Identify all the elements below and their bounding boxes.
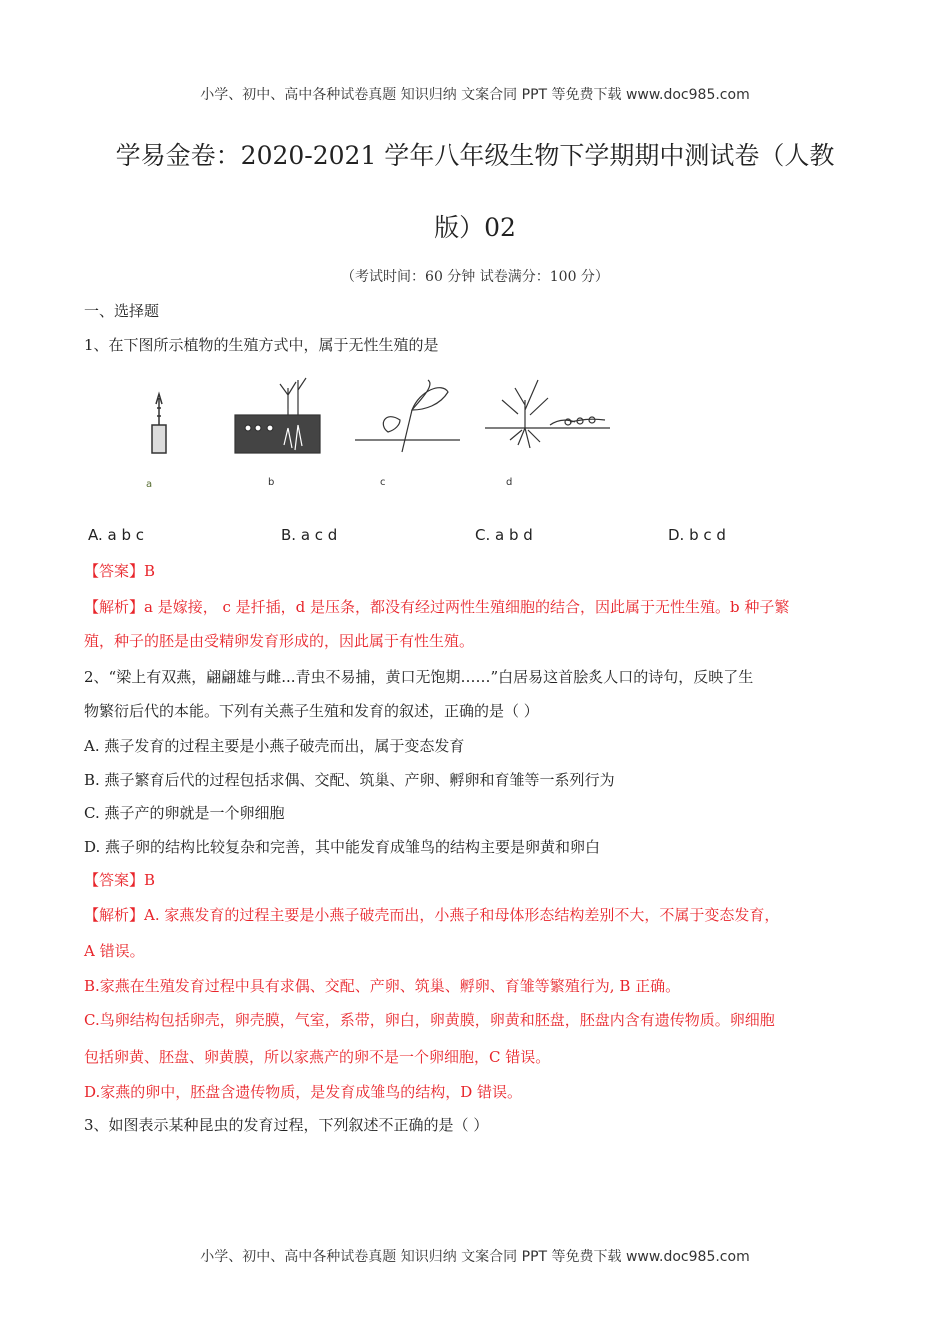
page-title-line2: 版）02 xyxy=(434,213,516,242)
q1-answer: 【答案】B xyxy=(84,562,156,580)
q2-answer: 【答案】B xyxy=(84,871,156,889)
q2-analysis-line1 xyxy=(84,904,779,925)
section-heading: 一、选择题 xyxy=(84,302,160,320)
q2-option-d: D. 燕子卵的结构比较复杂和完善，其中能发育成雏鸟的结构主要是卵黄和卵白 xyxy=(84,838,601,856)
exam-meta: （考试时间：60 分钟 试卷满分：100 分） xyxy=(341,269,609,285)
header-banner: 小学、初中、高中各种试卷真题 知识归纳 文案合同 PPT 等免费下载 www.doc985.com xyxy=(200,87,750,103)
q2-analysis-line3: B.家燕在生殖发育过程中具有求偶、交配、产卵、筑巢、孵卵、育雏等繁殖行为, B 正确。 xyxy=(84,977,681,995)
q2-analysis-line5: 包括卵黄、胚盘、卵黄膜，所以家燕产的卵不是一个卵细胞，C 错误。 xyxy=(84,1048,551,1066)
figure-label-b: b xyxy=(268,477,275,488)
figure-d-layering xyxy=(485,380,610,448)
figure-b-seed xyxy=(235,378,320,453)
q2-analysis-line6: D.家燕的卵中，胚盘含遗传物质，是发育成雏鸟的结构，D 错误。 xyxy=(84,1083,523,1101)
figure-label-d: d xyxy=(506,477,513,488)
question-2-stem-line1: 2、“梁上有双燕，翩翩雄与雌...青虫不易捕，黄口无饱期……”白居易这首脍炙人口的诗句，反映了生 xyxy=(84,668,754,686)
q2-analysis-label: 【解析】 xyxy=(84,906,145,924)
figure-c-cutting xyxy=(355,380,460,452)
figure-label-c: c xyxy=(380,477,386,488)
question-2-stem-line2: 物繁衍后代的本能。下列有关燕子生殖和发育的叙述，正确的是（ ） xyxy=(84,702,539,720)
q1-analysis-line2: 殖，种子的胚是由受精卵发育形成的，因此属于有性生殖。 xyxy=(84,632,475,650)
footer-banner: 小学、初中、高中各种试卷真题 知识归纳 文案合同 PPT 等免费下载 www.doc985.com xyxy=(200,1249,750,1265)
q2-analysis-line2: A 错误。 xyxy=(84,942,145,960)
q1-analysis-label: 【解析】 xyxy=(84,598,145,616)
q1-option-b: B. a c d xyxy=(281,526,338,544)
q1-option-a: A. a b c xyxy=(88,526,145,544)
q2-option-a: A. 燕子发育的过程主要是小燕子破壳而出，属于变态发育 xyxy=(84,737,465,755)
q1-option-c: C. a b d xyxy=(475,526,533,544)
question-3-stem: 3、如图表示某种昆虫的发育过程，下列叙述不正确的是（ ） xyxy=(84,1116,489,1134)
q2-analysis-line4: C.鸟卵结构包括卵壳，卵壳膜，气室，系带，卵白，卵黄膜，卵黄和胚盘，胚盘内含有遗传物质。卵细胞 xyxy=(84,1011,775,1029)
q1-analysis-text1: a 是嫁接， c 是扦插，d 是压条，都没有经过两性生殖细胞的结合，因此属于无性生殖。b 种子繁 xyxy=(144,598,790,616)
page-title-line1: 学易金卷：2020-2021 学年八年级生物下学期期中测试卷（人教 xyxy=(115,141,835,170)
q1-analysis-line1 xyxy=(84,596,789,617)
q2-option-c: C. 燕子产的卵就是一个卵细胞 xyxy=(84,804,285,822)
q2-option-b: B. 燕子繁育后代的过程包括求偶、交配、筑巢、产卵、孵卵和育雏等一系列行为 xyxy=(84,771,615,789)
figure-label-a: a xyxy=(146,479,153,490)
plant-reproduction-illustration xyxy=(130,370,630,500)
reproduction-figure xyxy=(130,370,630,500)
q2-analysis-text1: A. 家燕发育的过程主要是小燕子破壳而出，小燕子和母体形态结构差别不大，不属于变态发育， xyxy=(144,906,780,924)
question-1-stem: 1、在下图所示植物的生殖方式中，属于无性生殖的是 xyxy=(84,336,439,354)
q1-option-d: D. b c d xyxy=(668,526,726,544)
figure-a-grafting xyxy=(152,394,166,453)
